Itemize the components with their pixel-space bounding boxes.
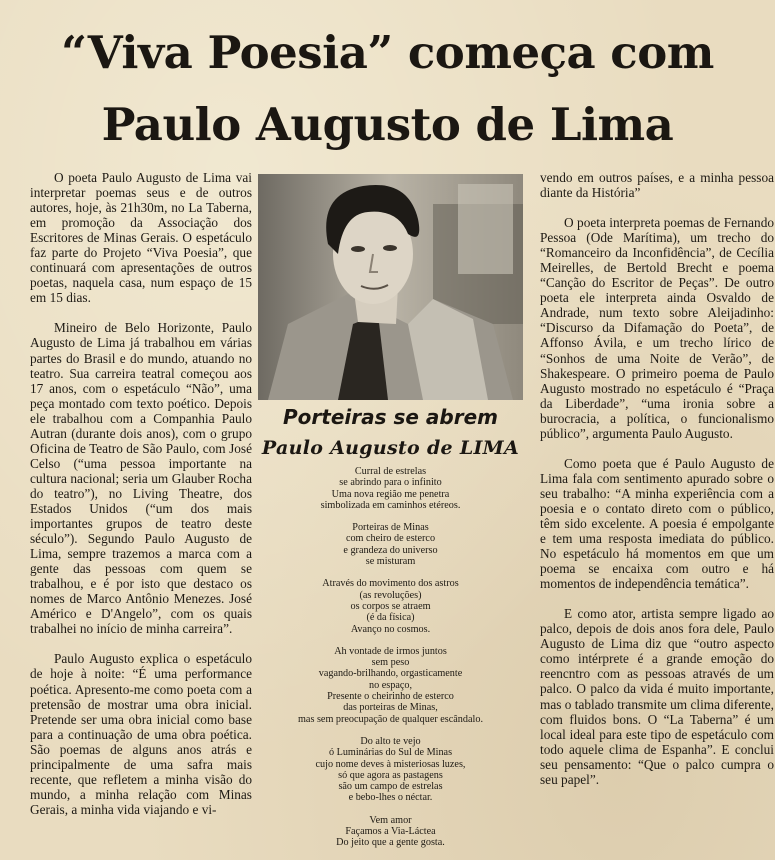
left-article-column bbox=[30, 170, 252, 832]
poem-line: Curral de estrelas bbox=[354, 466, 427, 477]
article-paragraph: O poeta Paulo Augusto de Lima vai interpretar poemas seus e de outros autores, hoje, às 21h30m, no La Taberna, em promoção da Associação dos Escritores de Minas Gerais. O espetáculo faz parte do Projeto “Viva Poesia”, que continuará com apresentações de outros poetas, naquela casa, num espaço de 15 em 15 dias. bbox=[30, 170, 252, 306]
poem-line: mas sem preocupação de qualquer escândalo. bbox=[298, 713, 483, 725]
poem-line: com cheiro de esterco bbox=[345, 533, 436, 545]
poem-line: Do alto te vejo bbox=[360, 735, 421, 747]
poem-line: vagando-brilhando, orgasticamente bbox=[318, 668, 463, 680]
poem-line: se misturam bbox=[365, 556, 416, 568]
poem-line: cujo nome deves à misteriosas luzes, bbox=[315, 758, 466, 770]
poem-line: Avanço no cosmos. bbox=[350, 623, 431, 635]
headline-line-2: Paulo Augusto de Lima bbox=[101, 98, 674, 151]
poem-line: sem peso bbox=[371, 657, 410, 669]
poem-line: Ah vontade de irmos juntos bbox=[334, 645, 447, 657]
poem-line: Porteiras de Minas bbox=[352, 522, 429, 534]
poem-line: só que agora as pastagens bbox=[338, 769, 443, 781]
article-paragraph: O poeta interpreta poemas de Fernando Pessoa (Ode Marítima), um trecho do “Romanceiro da Inconfidência”, de Cecília Meirelles, de Bertold Brecht e poema “Canção do Escritor de Peças”. De outro poeta ele interpreta ainda Osvaldo de Andrade, num texto sobre Aleijadinho: “Discurso da Difamação do Poeta”, de Affonso Ávila, e um trecho lírico de “Sonhos de uma Noite de Verão”, de Shakespeare. O primeiro poema de Paulo Augusto mostrado no espetáculo é “Praça da Liberdade”, “uma ironia sobre a burocracia, a política, o funcionalismo público”, argumenta Paulo Augusto. bbox=[540, 215, 774, 441]
poem-body bbox=[258, 466, 523, 860]
poem-line: Do jeito que a gente gosta. bbox=[336, 837, 445, 849]
portrait-photo bbox=[258, 174, 523, 400]
poem-line: os corpos se atraem bbox=[350, 600, 431, 612]
poem-line: são um campo de estrelas bbox=[338, 781, 443, 793]
poem-line: (as revoluções) bbox=[359, 589, 422, 601]
poem-stanza bbox=[258, 646, 523, 725]
poem-line: no espaço, bbox=[369, 679, 412, 691]
poem-line: Vem amor bbox=[369, 814, 412, 826]
article-paragraph: E como ator, artista sempre ligado ao palco, depois de dois anos fora dele, Paulo Augusto de Lima diz que “outro aspecto como intérprete é a grande emoção do reencntro com as pessoas através de um palco. O palco da vida é muito importante, mas o tablado transmite um clima diferente, com fluidos bons. O “La Taberna” é um local ideal para este tipo de espetáculo com todo aquele clima de Espanha”. E conclui seu pensamento: “Que o palco cumpra o seu papel”. bbox=[540, 606, 774, 787]
poem-line: ó Luminárias do Sul de Minas bbox=[328, 747, 453, 759]
poem-stanza bbox=[258, 815, 523, 849]
poem-line: Uma nova região me penetra bbox=[331, 488, 450, 500]
poem-title: Porteiras se abrem bbox=[283, 405, 498, 429]
poem-line: Através do movimento dos astros bbox=[322, 578, 459, 590]
poem-stanza bbox=[258, 736, 523, 804]
right-article-column bbox=[540, 170, 774, 802]
headline-line-1: “Viva Poesia” começa com bbox=[61, 26, 714, 79]
poem-line: se abrindo para o infinito bbox=[339, 477, 442, 489]
poem-line: simbolizada em caminhos etéreos. bbox=[320, 499, 461, 511]
article-paragraph: Mineiro de Belo Horizonte, Paulo Augusto de Lima já trabalhou em várias partes do Brasil e do mundo, atuando no teatro. Sua carreira teatral começou aos 17 anos, com o espetáculo “Não”, uma peça montado com texto poético. Depois ele trabalhou com a Companhia Paulo Autran (durante dois anos), com o grupo Oficina de Teatro de São Paulo, com José Celso (“uma pessoa importante na cultura nacional; seria um Glauber Rocha do teatro”), no Living Theatre, dos Estados Unidos (“um dos mais importantes grupos de teatro deste século”). Segundo Paulo Augusto de Lima, sempre trazemos a marca com a gente das pessoas com quem se trabalhou, e é por isto que destaco os nomes de Marco Antônio Menezes. José Américo e D'Angelo”, com os quais trabalhei no início de minha carreira”. bbox=[30, 320, 252, 637]
poem-stanza bbox=[258, 578, 523, 634]
poem-stanza bbox=[258, 466, 523, 511]
poem-stanza bbox=[258, 522, 523, 567]
poem-line: e grandeza do universo bbox=[343, 544, 438, 556]
poem-line: (é da física) bbox=[366, 612, 415, 624]
article-paragraph: Como poeta que é Paulo Augusto de Lima fala com sentimento apurado sobre o seu trabalho: “A minha experiência com a poesia e o contato direto com o público, têm sido excelente. A poesia é empolgante e tem uma resposta imediata do público. No espetáculo há momentos em que um poema se encaixa com outro e há momentos de independência temática”. bbox=[540, 455, 774, 592]
poem-author: Paulo Augusto de LIMA bbox=[261, 437, 520, 459]
poem-line: das porteiras de Minas, bbox=[343, 702, 438, 714]
article-paragraph: Paulo Augusto explica o espetáculo de hoje à noite: “É uma performance poética. Apresento-me como poeta com a pretensão de mostrar uma obra inicial. Pretende ser uma obra inicial como base para a continuação de uma obra poética. São poemas de alguns anos atrás e principalmente de uma safra mais recente, que refletem a minha visão do mundo, a minha relação com Minas Gerais, a minha vida viajando e vi- bbox=[30, 651, 252, 817]
poem-line: e bebo-lhes o néctar. bbox=[348, 792, 433, 804]
article-paragraph: vendo em outros países, e a minha pessoa diante da História” bbox=[540, 170, 774, 201]
poem-line: Façamos a Via-Láctea bbox=[345, 826, 436, 838]
poem-line: Presente o cheirinho de esterco bbox=[327, 691, 454, 703]
